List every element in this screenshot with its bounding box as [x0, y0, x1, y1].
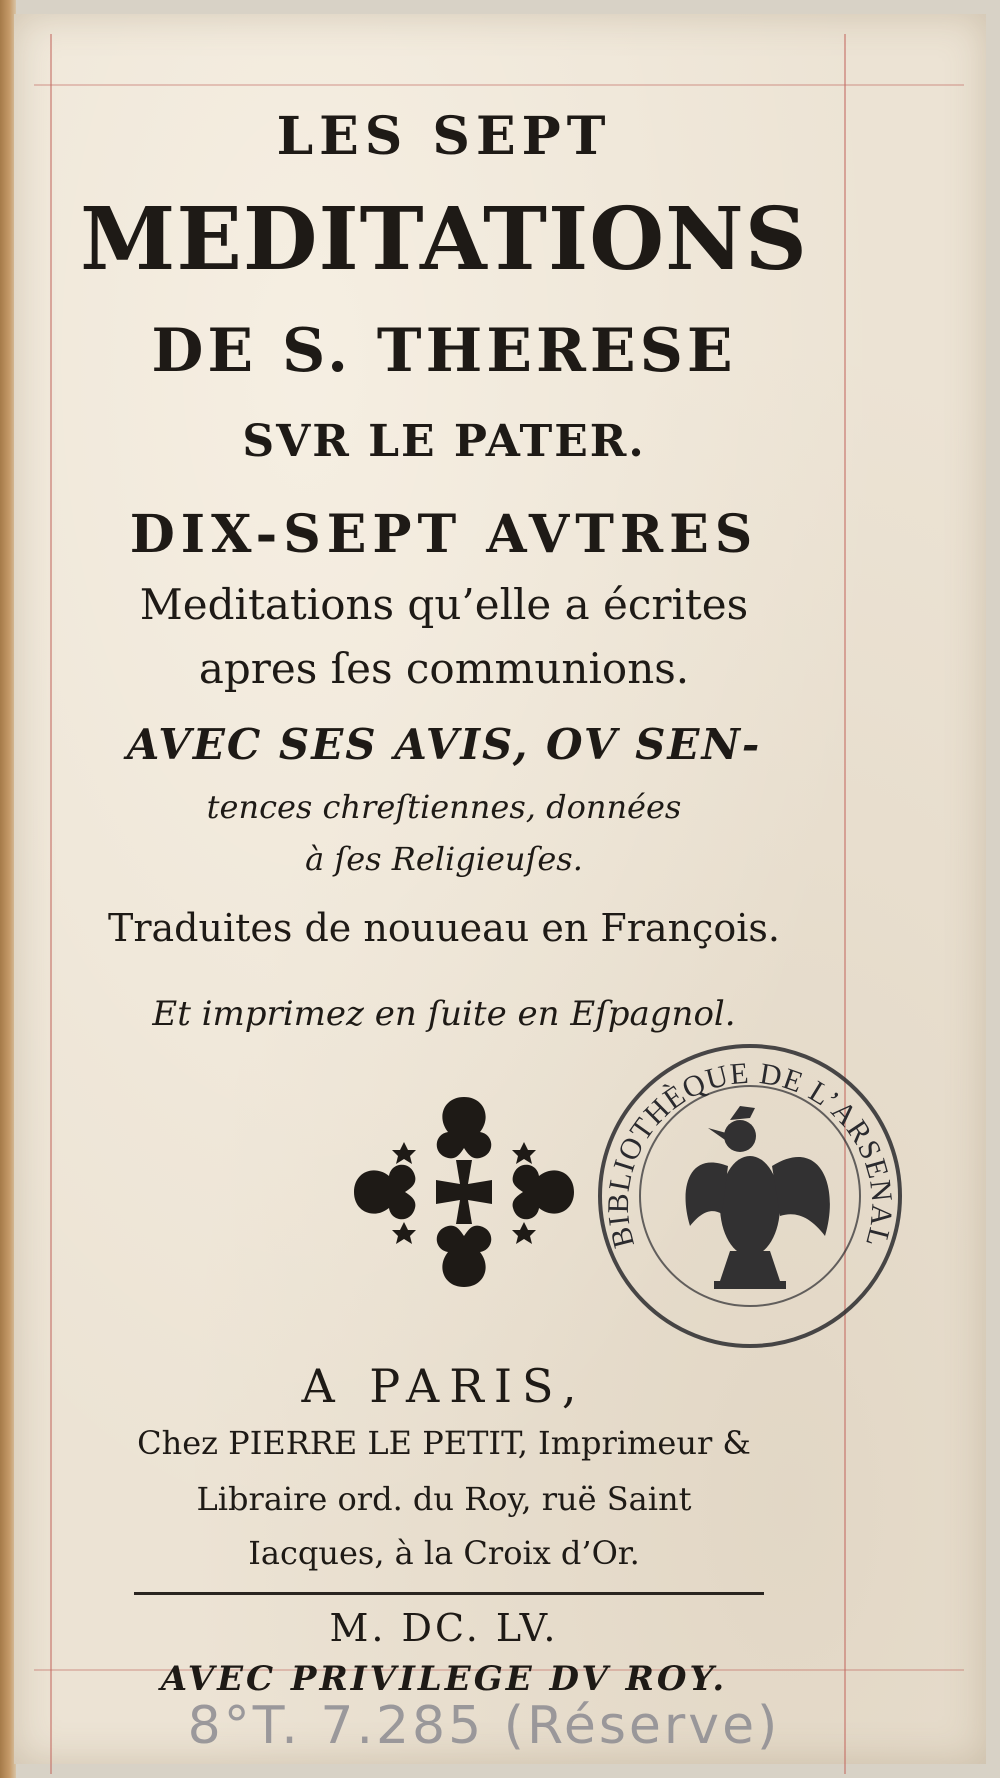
pencil-shelfmark: 8°T. 7.285 (Réserve)	[187, 1696, 781, 1756]
subtitle-line-6: à ſes Religieuſes.	[305, 840, 583, 878]
imprint-line-3: Iacques, à la Croix d’Or.	[248, 1534, 640, 1572]
subtitle-line-5: tences chreſtiennes, données	[206, 788, 682, 826]
subtitle-line-3: apres ſes communions.	[198, 644, 690, 693]
library-stamp	[590, 1036, 910, 1356]
imprint-line-2: Libraire ord. du Roy, ruë Saint	[196, 1480, 692, 1518]
subtitle-line-2: Meditations qu’elle a écrites	[139, 580, 749, 629]
subtitle-line-4: AVEC SES AVIS, OV SEN-	[126, 720, 762, 769]
title-line-4: SVR LE PATER.	[242, 416, 646, 467]
red-rule-top	[34, 84, 964, 86]
subtitle-line-1: DIX-SEPT AVTRES	[129, 504, 759, 565]
translation-note: Traduites de nouueau en François.	[108, 906, 780, 950]
title-line-1: LES SEPT	[276, 106, 612, 167]
imprint-line-1: Chez PIERRE LE PETIT, Imprimeur &	[137, 1424, 751, 1462]
imprint-place: A PARIS,	[301, 1359, 587, 1413]
eagle-icon	[686, 1106, 830, 1289]
imprint-divider	[134, 1592, 764, 1595]
title-page	[14, 14, 986, 1764]
title-main: MEDITATIONS	[80, 189, 808, 290]
spanish-note: Et imprimez en ſuite en Eſpagnol.	[152, 994, 736, 1034]
imprint-year: M. DC. LV.	[329, 1606, 559, 1650]
printers-ornament-icon	[344, 1082, 584, 1302]
royal-privilege: AVEC PRIVILEGE DV ROY.	[160, 1659, 728, 1699]
title-line-3: DE S. THERESE	[151, 316, 737, 386]
stamp-text: BIBLIOTHÈQUE DE L’ARSENAL	[601, 1056, 899, 1252]
